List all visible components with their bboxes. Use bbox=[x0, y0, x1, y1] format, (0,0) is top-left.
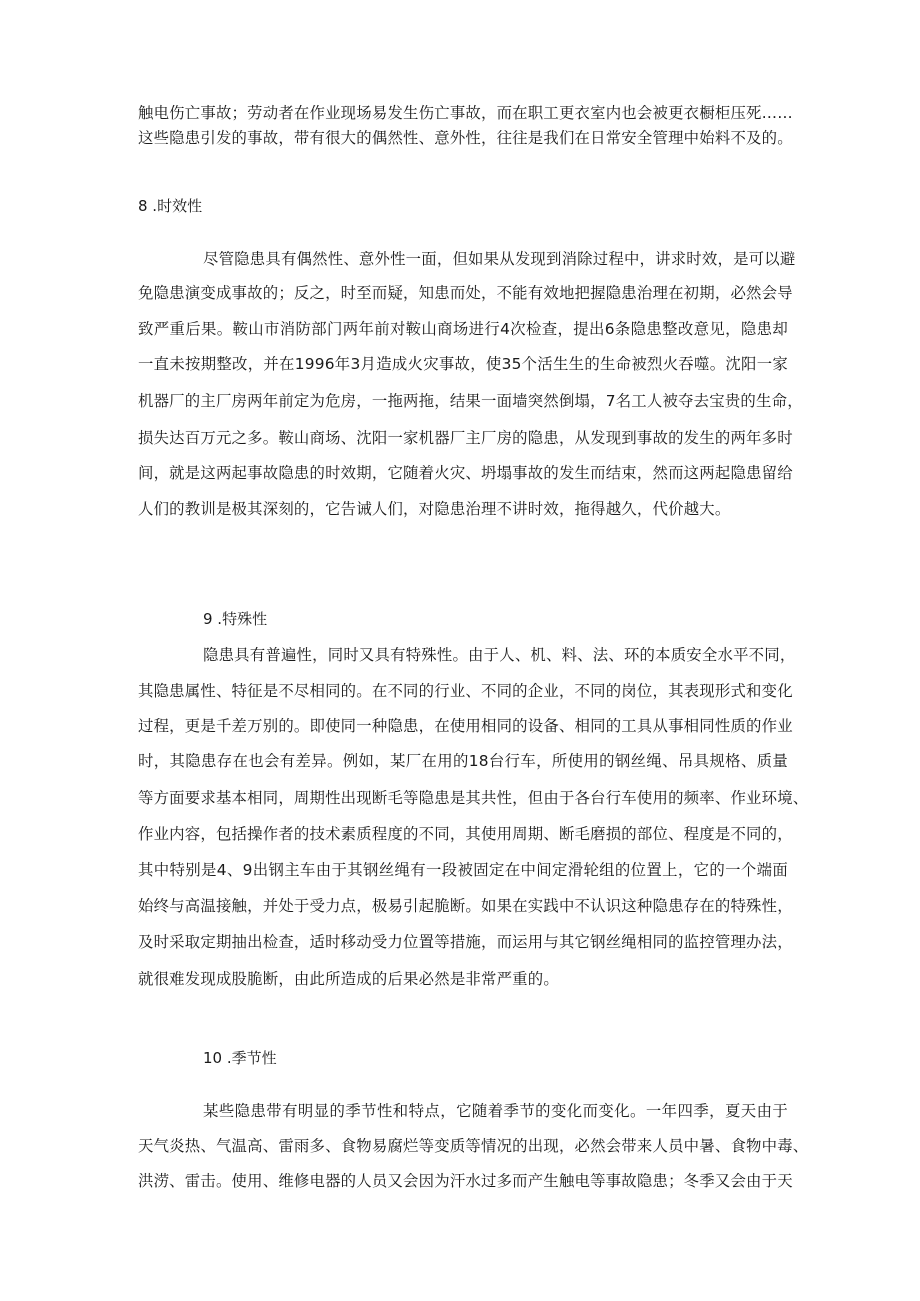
paragraph-line: 及时采取定期抽出检查，适时移动受力位置等措施，而运用与其它钢丝绳相同的监控管理办法， bbox=[138, 933, 793, 951]
paragraph-line: 致严重后果。鞍山市消防部门两年前对鞍山商场进行4次检查，提出6条隐患整改意见，隐患却 bbox=[138, 320, 788, 338]
paragraph-line: 触电伤亡事故；劳动者在作业现场易发生伤亡事故，而在职工更衣室内也会被更衣橱柜压死…… bbox=[138, 104, 793, 122]
paragraph-line: 就很难发现成股脆断，由此所造成的后果必然是非常严重的。 bbox=[138, 970, 559, 988]
paragraph-line: 时，其隐患存在也会有差异。例如，某厂在用的18台行车，所使用的钢丝绳、吊具规格、质量 bbox=[138, 752, 788, 770]
paragraph-line: 间，就是这两起事故隐患的时效期，它随着火灾、坍塌事故的发生而结束，然而这两起隐患留给 bbox=[138, 464, 793, 482]
paragraph-line: 损失达百万元之多。鞍山商场、沈阳一家机器厂主厂房的隐患，从发现到事故的发生的两年多时 bbox=[138, 429, 793, 447]
paragraph-line: 人们的教训是极其深刻的，它告诫人们，对隐患治理不讲时效，拖得越久，代价越大。 bbox=[138, 500, 731, 518]
paragraph-line: 机器厂的主厂房两年前定为危房，一拖两拖，结果一面墙突然倒塌，7名工人被夺去宝贵的生命， bbox=[138, 392, 803, 410]
paragraph-line: 其隐患属性、特征是不尽相同的。在不同的行业、不同的企业，不同的岗位，其表现形式和变化 bbox=[138, 682, 793, 700]
paragraph-line: 天气炎热、气温高、雷雨多、食物易腐烂等变质等情况的出现，必然会带来人员中暑、食物中毒、 bbox=[138, 1137, 809, 1155]
paragraph-line: 隐患具有普遍性，同时又具有特殊性。由于人、机、料、法、环的本质安全水平不同， bbox=[203, 646, 796, 664]
paragraph-line: 过程，更是千差万别的。即使同一种隐患，在使用相同的设备、相同的工具从事相同性质的作业 bbox=[138, 717, 793, 735]
paragraph-line: 一直未按期整改，并在1996年3月造成火灾事故，使35个活生生的生命被烈火吞噬。沈阳一家 bbox=[138, 355, 788, 373]
paragraph-line: 等方面要求基本相同，周期性出现断毛等隐患是其共性，但由于各台行车使用的频率、作业环境、 bbox=[138, 789, 809, 807]
paragraph-line: 尽管隐患具有偶然性、意外性一面，但如果从发现到消除过程中，讲求时效，是可以避 bbox=[203, 250, 796, 268]
paragraph-line: 某些隐患带有明显的季节性和特点，它随着季节的变化而变化。一年四季，夏天由于 bbox=[203, 1102, 788, 1120]
section-heading-10: 10 .季节性 bbox=[203, 1049, 277, 1067]
paragraph-line: 其中特别是4、9出钢主车由于其钢丝绳有一段被固定在中间定滑轮组的位置上，它的一个端面 bbox=[138, 861, 788, 879]
section-heading-9: 9 .特殊性 bbox=[203, 610, 268, 628]
paragraph-line: 免隐患演变成事故的；反之，时至而疑，知患而处，不能有效地把握隐患治理在初期，必然会导 bbox=[138, 284, 793, 302]
paragraph-line: 始终与高温接触，并处于受力点，极易引起脆断。如果在实践中不认识这种隐患存在的特殊性， bbox=[138, 897, 793, 915]
paragraph-line: 这些隐患引发的事故，带有很大的偶然性、意外性，往往是我们在日常安全管理中始料不及的。 bbox=[138, 129, 793, 147]
paragraph-line: 作业内容，包括操作者的技术素质程度的不同，其使用周期、断毛磨损的部位、程度是不同的， bbox=[138, 825, 793, 843]
paragraph-line: 洪涝、雷击。使用、维修电器的人员又会因为汗水过多而产生触电等事故隐患；冬季又会由于天 bbox=[138, 1172, 793, 1190]
section-heading-8: 8 .时效性 bbox=[138, 197, 203, 215]
